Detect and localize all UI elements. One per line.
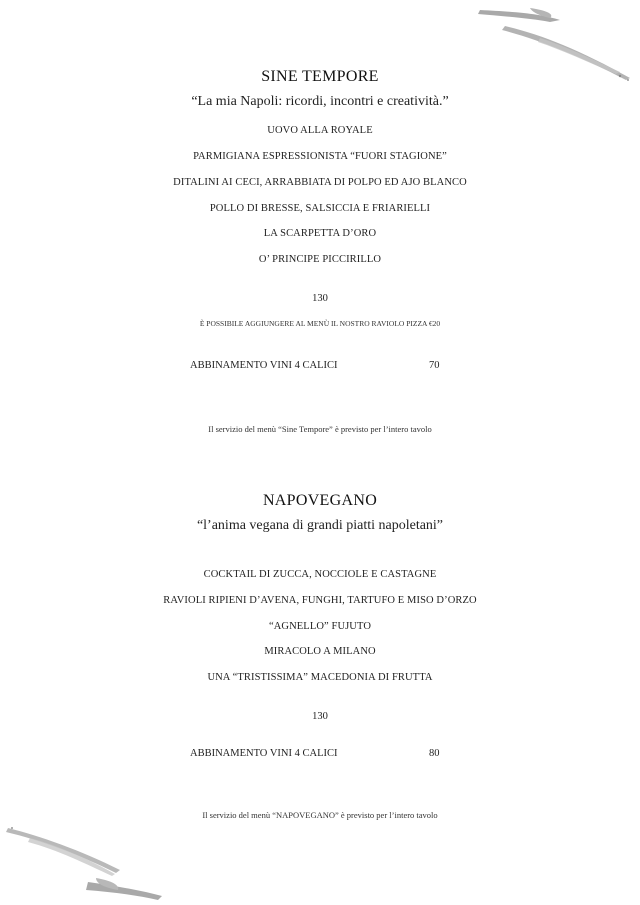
menu-item: DITALINI AI CECI, ARRABBIATA DI POLPO ED AJO BLANCO — [173, 177, 467, 188]
brush-stroke-bottom-left — [0, 820, 175, 905]
menu-item: O’ PRINCIPE PICCIRILLO — [258, 254, 382, 265]
menu-item: UNA “TRISTISSIMA” MACEDONIA DI FRUTTA — [207, 672, 433, 683]
service-note: Il servizio del menù “NAPOVEGANO” è previsto per l’intero tavolo — [202, 810, 438, 820]
menu-item: COCKTAIL DI ZUCCA, NOCCIOLE E CASTAGNE — [203, 569, 437, 580]
menu-item: MIRACOLO A MILANO — [264, 646, 376, 657]
section-title: NAPOVEGANO — [262, 492, 378, 509]
menu-item: PARMIGIANA ESPRESSIONISTA “FUORI STAGIONE” — [193, 151, 447, 162]
menu-item: UOVO ALLA ROYALE — [267, 125, 373, 136]
menu-item: POLLO DI BRESSE, SALSICCIA E FRIARIELLI — [209, 203, 431, 214]
wine-pairing-label: ABBINAMENTO VINI 4 CALICI — [190, 360, 338, 371]
service-note: Il servizio del menù “Sine Tempore” è previsto per l’intero tavolo — [208, 424, 432, 434]
wine-pairing-label: ABBINAMENTO VINI 4 CALICI — [190, 748, 338, 759]
extra-note: È POSSIBILE AGGIUNGERE AL MENÙ IL NOSTRO RAVIOLO PIZZA €20 — [199, 319, 441, 328]
wine-pairing-price: 70 — [429, 360, 440, 371]
menu-item: RAVIOLI RIPIENI D’AVENA, FUNGHI, TARTUFO E MISO D’ORZO — [163, 595, 477, 606]
section-title: SINE TEMPORE — [261, 68, 379, 85]
section-subtitle: “l’anima vegana di grandi piatti napoletani” — [196, 518, 444, 533]
menu-price: 130 — [312, 711, 328, 722]
menu-price: 130 — [312, 293, 328, 304]
wine-pairing-price: 80 — [429, 748, 440, 759]
menu-item: LA SCARPETTA D’ORO — [263, 228, 377, 239]
section-subtitle: “La mia Napoli: ricordi, incontri e creatività.” — [191, 94, 449, 109]
menu-item: “AGNELLO” FUJUTO — [268, 621, 372, 632]
